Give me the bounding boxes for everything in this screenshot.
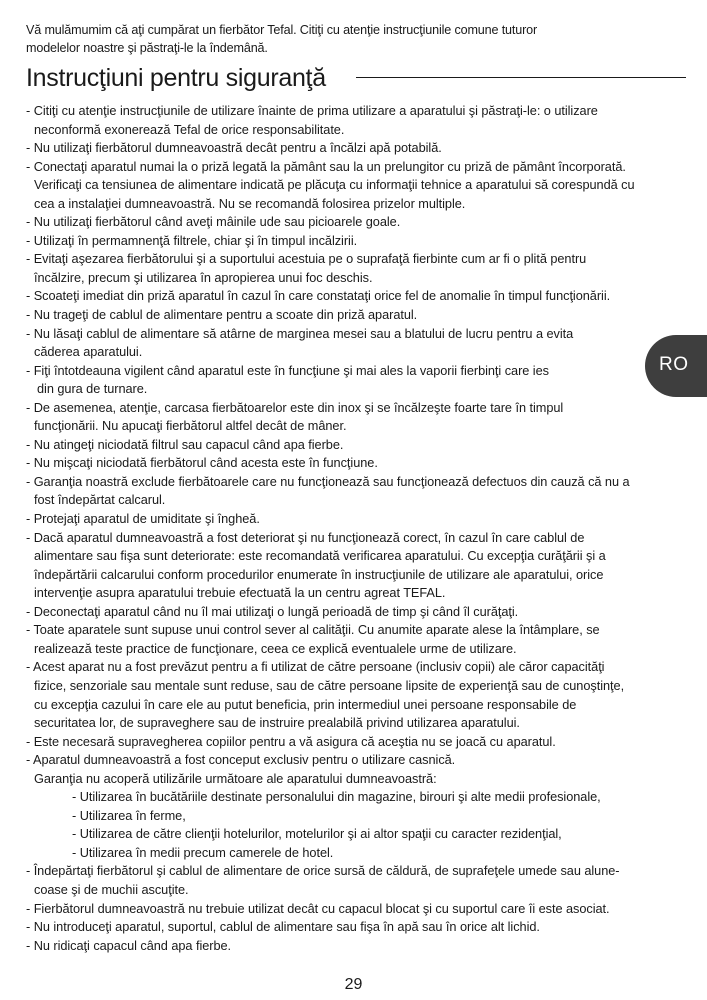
- instruction-line: - Nu ridicaţi capacul când apa fierbe.: [26, 937, 232, 953]
- instruction-line: - Dacă aparatul dumneavoastră a fost deteriorat şi nu funcţionează corect, în cazul în care cablul de: [26, 529, 585, 545]
- instruction-line: - Fiţi întotdeauna vigilent când aparatul este în funcţiune şi mai ales la vaporii fierbinţi care ies: [26, 362, 549, 378]
- instruction-line: încălzire, precum şi utilizarea în apropierea unui foc deschis.: [34, 269, 373, 285]
- page-number: 29: [344, 976, 363, 993]
- instruction-line: - Conectaţi aparatul numai la o priză legată la pământ sau la un prelungitor cu priză de pământ încorporată.: [26, 158, 626, 174]
- instruction-line: alimentare sau fişa sunt deteriorate: este recomandată verificarea aparatului. Cu excepţia curăţării şi a: [34, 548, 606, 564]
- instruction-line: - Nu trageţi de cablul de alimentare pentru a scoate din priză aparatul.: [26, 307, 418, 323]
- instruction-line: - Acest aparat nu a fost prevăzut pentru a fi utilizat de către persoane (inclusiv copii) ale căror capacităţi: [26, 659, 605, 675]
- instruction-line: - De asemenea, atenţie, carcasa fierbătoarelor este din inox şi se încălzeşte foarte tare în timpul: [26, 399, 564, 415]
- instruction-line: realizează teste practice de funcţionare, ceea ce explică eventualele urme de utilizare.: [34, 640, 517, 656]
- instruction-line: - Fierbătorul dumneavoastră nu trebuie utilizat decât cu capacul blocat şi cu suportul care îi este asociat.: [26, 900, 610, 916]
- language-tab-label: RO: [659, 354, 689, 375]
- section-title: Instrucţiuni pentru siguranţă: [26, 64, 326, 92]
- instruction-line: cu excepţia cazului în care ele au putut beneficia, prin intermediul unei persoane responsabile de: [34, 696, 577, 712]
- instruction-line: cea a instalaţiei dumneavoastră. Nu se recomandă folosirea prizelor multiple.: [34, 195, 466, 211]
- instruction-line: neconformă exonerează Tefal de orice responsabilitate.: [34, 121, 345, 137]
- instruction-line: - Protejaţi aparatul de umiditate şi îngheă.: [26, 511, 260, 527]
- safety-instructions-list: [26, 102, 688, 955]
- instruction-subitem: - Utilizarea în ferme,: [72, 807, 186, 823]
- intro-paragraph: [26, 21, 586, 57]
- instruction-subitem: - Utilizarea de către clienţii hotelurilor, motelurilor şi ai altor spaţii cu caracter rezidenţial,: [72, 826, 562, 842]
- section-header: [26, 60, 686, 96]
- instruction-line: - Evitaţi aşezarea fierbătorului şi a suportului acestuia pe o suprafaţă fierbinte cum ar fi o plită pentru: [26, 251, 587, 267]
- instruction-line: - Nu utilizaţi fierbătorul dumneavoastră decât pentru a încălzi apă potabilă.: [26, 140, 442, 156]
- title-divider: [356, 77, 686, 78]
- intro-line: Vă mulămumim că aţi cumpărat un fierbător Tefal. Citiţi cu atenţie instrucţiunile comune tuturor: [26, 23, 538, 37]
- instruction-line: - Utilizaţi în permamnenţă filtrele, chiar şi în timpul incălzirii.: [26, 232, 358, 248]
- instruction-line: - Nu lăsaţi cablul de alimentare să atârne de marginea mesei sau a blatului de lucru pentru a evita: [26, 325, 574, 341]
- instruction-subitem: - Utilizarea în bucătăriile destinate personalului din magazine, birouri şi alte medii profesionale,: [72, 789, 601, 805]
- instruction-line: Verificaţi ca tensiunea de alimentare indicată pe plăcuţa cu informaţii tehnice a aparatului să corespundă cu: [34, 177, 635, 193]
- instruction-subitem: - Utilizarea în medii precum camerele de hotel.: [72, 844, 334, 860]
- instruction-line: din gura de turnare.: [37, 381, 148, 397]
- instruction-line: - Este necesară supravegherea copiilor pentru a vă asigura că aceştia nu se joacă cu aparatul.: [26, 733, 556, 749]
- instruction-line: - Nu atingeţi niciodată filtrul sau capacul când apa fierbe.: [26, 436, 344, 452]
- instruction-line: funcţionării. Nu apucaţi fierbătorul altfel decât de mâner.: [34, 418, 347, 434]
- intro-line: modelelor noastre şi păstraţi-le la îndemână.: [26, 41, 268, 55]
- instruction-line: Garanţia nu acoperă utilizările următoare ale aparatului dumneavoastră:: [34, 770, 437, 786]
- instruction-line: - Toate aparatele sunt supuse unui control sever al calităţii. Cu anumite aparate alese la întâmplare, se: [26, 622, 600, 638]
- language-tab: [645, 335, 707, 397]
- instruction-line: securitatea lor, de supraveghere sau de instruire prealabilă privind utilizarea aparatului.: [34, 715, 520, 731]
- instruction-line: căderea aparatului.: [34, 344, 143, 360]
- instruction-line: - Garanţia noastră exclude fierbătoarele care nu funcţionează sau funcţionează defectuos din cauză că nu a: [26, 473, 630, 489]
- instruction-line: - Citiţi cu atenţie instrucţiunile de utilizare înainte de prima utilizare a aparatului şi păstraţi-le: o utilizare: [26, 103, 598, 118]
- instruction-line: fizice, senzoriale sau mentale sunt reduse, sau de către persoane lipsite de experienţă sau de cunoştinţe,: [34, 677, 625, 693]
- instruction-line: - Scoateţi imediat din priză aparatul în cazul în care constataţi orice fel de anomalie în timpul funcţionării.: [26, 288, 611, 304]
- instruction-line: fost îndepărtat calcarul.: [34, 492, 166, 508]
- instruction-line: - Deconectaţi aparatul când nu îl mai utilizaţi o lungă perioadă de timp şi când îl curăţaţi.: [26, 603, 519, 619]
- instruction-line: - Nu introduceţi aparatul, suportul, cablul de alimentare sau fişa în apă sau în orice alt lichid.: [26, 919, 540, 935]
- instruction-line: coase şi de muchii ascuţite.: [34, 881, 189, 897]
- instruction-line: - Nu utilizaţi fierbătorul când aveţi mâinile ude sau picioarele goale.: [26, 214, 401, 230]
- instruction-line: - Nu mişcaţi niciodată fierbătorul când acesta este în funcţiune.: [26, 455, 378, 471]
- instruction-line: - Îndepărtaţi fierbătorul şi cablul de alimentare de orice sursă de căldură, de suprafeţele umede sau alune-: [26, 863, 620, 879]
- instruction-line: intervenţie asupra aparatului trebuie efectuată la un centru agreat TEFAL.: [34, 585, 446, 601]
- instruction-line: îndepărtării calcarului conform procedurilor enumerate în instrucţiunile de utilizare ale aparatului, orice: [34, 566, 604, 582]
- instruction-line: - Aparatul dumneavoastră a fost conceput exclusiv pentru o utilizare casnică.: [26, 752, 456, 768]
